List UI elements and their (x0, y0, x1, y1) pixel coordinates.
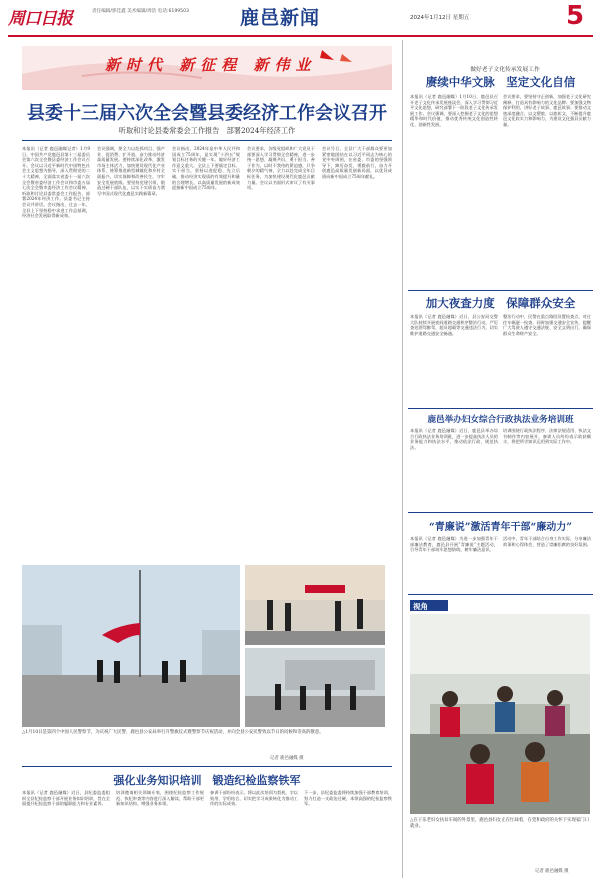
culture-headline: 赓续中华文脉 坚定文化自信 (425, 75, 576, 89)
page-number: 5 (566, 1, 585, 31)
lead-column-1: 本报讯（记者 鹿邑融媒记者）1月9日，中国共产党鹿邑县第十三届委员会第六次全会暨县委经济工作会议召开。会议以习近平新时代中国特色社会主义思想为指导，深入贯彻党的二十大精神，全面落实省委十一届六次全会暨省委经济工作会议和市委五届七次全会暨市委经济工作会议精神，听取和讨论县委常委会工作报告，部署2024年经济工作。县委书记主持会议并讲话。会议指出，过去一年，全县上下坚持稳中求进工作总基调，经济社会发展取得新成效。 (22, 146, 90, 219)
youth-integrity-column-2: 活动中，青年干部结合自身工作实际，分享廉洁故事和心得体会，营造了崇廉拒腐的良好氛围。 (503, 536, 591, 547)
training-column-1: 本报讯（记者 鹿邑融媒）近日，鹿邑县举办综合行政执法业务培训班，进一步提高执法人员的业务能力和执法水平，推动依法行政、规范执法。 (410, 428, 498, 450)
lead-column-3: 会议指出，2024年是中华人民共和国成立75周年，是实现“十四五”规划目标任务的关键一年。做好经济工作意义重大。全县上下要锚定目标、实干担当，坚持以进促稳、先立后破，推动经济实现质的有效提升和量的合理增长，以高质量发展的新成效迎接新中国成立75周年。 (172, 146, 240, 191)
issue-date: 2024年1月12日 星期五 (410, 15, 470, 21)
shijiao-tag-box (410, 600, 448, 611)
culture-kicker: 做好老子文化传承发展工作 (470, 67, 540, 73)
culture-column-2: 会议要求，要坚持守正创新，加强老子文化研究阐释，打造具有影响力的文化品牌；要加强文物保护利用，讲好老子故事、鹿邑故事；要推动文旅深度融合，以文塑旅、以旅彰文，不断提升鹿邑文化软实力和影响力，为建设文化强县贡献力量。 (503, 94, 591, 127)
lead-subhead: 听取和讨论县委常委会工作报告 部署2024年经济工作 (118, 126, 296, 135)
shijiao-caption: △在子乐老妇女扶贫车间的外景里，鹿邑县妇女正在忙碌着，在党和政府的关怀下实现家门口就业。 (410, 818, 590, 829)
lower-column-4: 下一步，县纪委监委将持续加强干部教育培训，努力打造一支政治过硬、本领高强的纪检监察铁军。 (304, 790, 392, 807)
night-check-headline: 加大夜查力度 保障群众安全 (425, 296, 576, 310)
police-formation-photo (245, 648, 385, 727)
photo-caption: △1月10日是第四个中国人民警察节，为庆祝广大民警，鹿邑县公安局举行升警旗仪式暨警察节庆祝活动，并向全县公安民警致以节日的问候和崇高的敬意。 (22, 730, 324, 735)
training-headline: 鹿邑举办妇女综合行政执法业务培训班 (427, 415, 574, 425)
flag-raising-photo (22, 565, 240, 727)
newspaper-logo: 周口日报 (8, 9, 72, 29)
culture-column-1: 本报讯（记者 鹿邑融媒）1月10日，鹿邑县召开老子文化传承发展座谈会，深入学习贯彻习近平文化思想，研究部署下一阶段老子文化传承发展工作。会议强调，要深入挖掘老子文化的思想精华和时代价值，推动优秀传统文化创造性转化、创新性发展。 (410, 94, 498, 127)
police-ceremony-photo (245, 565, 385, 645)
lead-column-4: 会议要求，各级党组织和广大党员干部要深入学习贯彻全会精神，进一步统一思想、凝聚共识，勇于担当、善于作为，以时不我待的紧迫感，只争朝夕的精气神，全力以赴完成全年目标任务，为加快建设现代化鹿邑贡献力量。会议以书面形式审议了有关事项。 (247, 146, 315, 191)
lower-headline: 强化业务知识培训 锻造纪检监察铁军 (113, 774, 301, 787)
column-divider (402, 40, 403, 878)
lead-column-5: 会议号召，全县广大干部群众要更加紧密地团结在以习近平同志为核心的党中央周围，在省委、市委的坚强领导下，踔厉奋发、勇毅前行，奋力开创鹿邑高质量发展新局面，以优异成绩向新中国成立75周年献礼。 (322, 146, 392, 179)
lower-divider (22, 766, 392, 767)
section-title: 鹿邑新闻 (240, 7, 321, 29)
lower-column-3: 参训干部纷纷表示，将以此次培训为契机，学以致用、学用结合，切实把学习成果转化为推动工作的实际成效。 (210, 790, 298, 807)
youth-integrity-column-1: 本报讯（记者 鹿邑融媒）为进一步加强青年干部廉洁教育，鹿邑县开展“青廉说”主题活动，引导青年干部筑牢思想防线、树牢廉洁意识。 (410, 536, 498, 553)
lead-divider (22, 140, 392, 141)
photo-credit: 记者 鹿邑融媒 摄 (270, 756, 304, 761)
banner-slogan: 新时代 新征程 新伟业 (105, 56, 317, 74)
lower-column-2: 培训邀请相关领域专家，围绕纪检监察工作规范、执纪审查等内容进行深入解读，帮助干部更新知识结构、增强业务本领。 (116, 790, 204, 807)
lead-headline: 县委十三届六次全会暨县委经济工作会议召开 (27, 103, 387, 124)
lower-column-1: 本报讯（记者 鹿邑融媒）近日，县纪委监委组织全县纪检监察干部开展业务知识培训，旨在全面提升纪检监察干部的履职能力和专业素养。 (22, 790, 110, 807)
night-check-column-1: 本报讯（记者 鹿邑融媒）近日，县公安局交警大队持续开展夜间道路交通秩序整治行动，严厉查处酒驾醉驾、超员超载等交通违法行为，切实维护道路交通安全畅通。 (410, 314, 498, 336)
right-divider-4 (408, 594, 593, 595)
shijiao-tag: 视角 (413, 602, 428, 611)
workshop-photo (410, 614, 590, 814)
editor-meta: 责任编辑/郭佳鑫 美术编辑/周浩 电话:6199503 (92, 9, 189, 14)
masthead-rule (8, 35, 593, 37)
right-divider-3 (408, 512, 593, 513)
night-check-column-2: 整治行动中，民警在重点路段设置检查点，对过往车辆逐一检查，同时加强交通安全宣传，提醒广大驾驶人遵守交通法规、安全文明出行，确保群众生命财产安全。 (503, 314, 591, 336)
right-divider-2 (408, 408, 593, 409)
youth-integrity-headline: “青廉说”激活青年干部“廉动力” (428, 522, 572, 533)
lead-column-2: 会议强调，要全力以赴抓项目、强产业、促消费、扩开放，奋力推动经济高质量发展。要持续深化改革，激发市场主体活力，加快建设现代化产业体系，统筹推进新型城镇化和乡村全面振兴，切实保障和改善民生，守牢安全发展底线。要坚持党建引领，锻造过硬干部队伍，以实干实绩奋力谱写中国式现代化鹿邑实践新篇章。 (97, 146, 165, 196)
shijiao-credit: 记者 鹿邑融媒 摄 (535, 869, 569, 874)
training-column-2: 培训围绕行政执法程序、法律法规适用、执法文书制作等内容展开，参训人员纷纷表示收获颇丰，将把所学知识运用到实际工作中。 (503, 428, 591, 445)
right-divider-1 (408, 290, 593, 291)
